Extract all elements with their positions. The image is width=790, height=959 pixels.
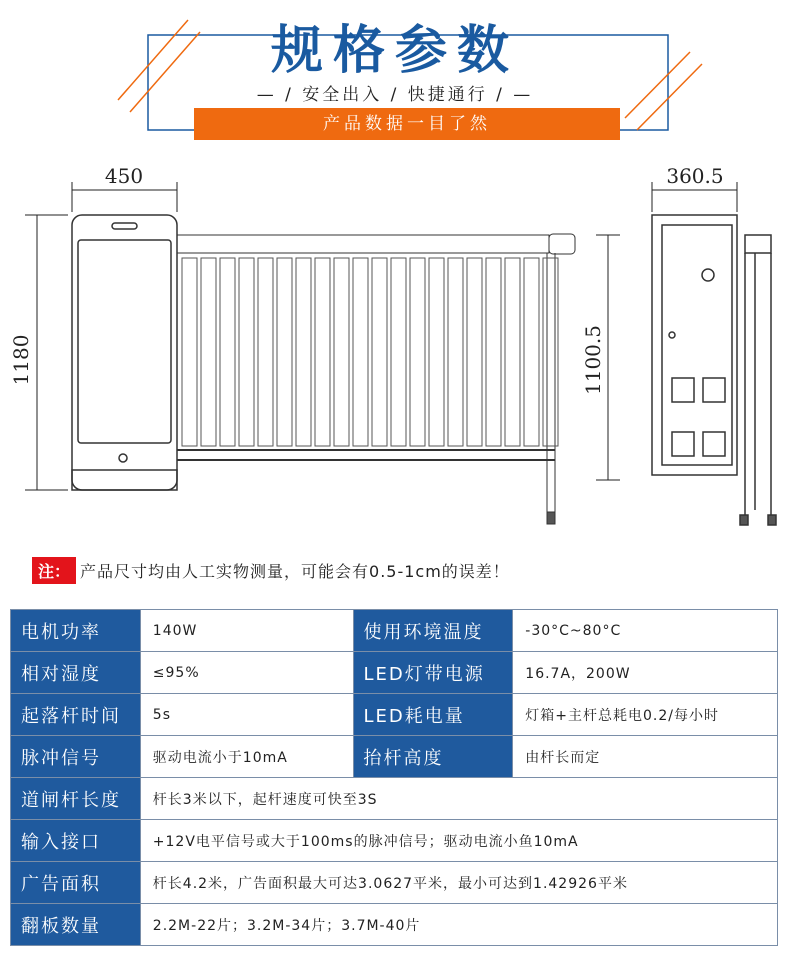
barrier-slat — [467, 258, 482, 446]
spec-value: 由杆长而定 — [513, 736, 778, 778]
spec-value: 杆长4.2米，广告面积最大可达3.0627平米，最小可达到1.42926平米 — [140, 862, 777, 904]
spec-value: 2.2M-22片；3.2M-34片；3.7M-40片 — [140, 904, 777, 946]
barrier-slat — [429, 258, 444, 446]
spec-key: 输入接口 — [11, 820, 141, 862]
cabinet-side — [652, 215, 776, 525]
table-row — [11, 904, 778, 946]
spec-key: 抬杆高度 — [353, 736, 513, 778]
dimension-lines — [25, 182, 737, 490]
barrier-panels — [177, 234, 575, 524]
dim-width-front: 450 — [104, 164, 144, 188]
header — [0, 0, 790, 150]
barrier-slat — [296, 258, 311, 446]
dim-height-left: 1180 — [9, 334, 33, 386]
table-row — [11, 652, 778, 694]
spec-key: 道闸杆长度 — [11, 778, 141, 820]
barrier-slat — [543, 258, 558, 446]
barrier-slat — [505, 258, 520, 446]
barrier-slat — [334, 258, 349, 446]
spec-key: 相对湿度 — [11, 652, 141, 694]
table-row — [11, 610, 778, 652]
spec-value: 16.7A，200W — [513, 652, 778, 694]
barrier-slats — [182, 258, 558, 446]
gate-drawing — [0, 150, 790, 550]
spec-value: 灯箱+主杆总耗电0.2/每小时 — [513, 694, 778, 736]
page-title: 规格参数 — [270, 21, 519, 81]
spec-table — [10, 609, 778, 946]
page-subtitle: — / 安全出入 / 快捷通行 / — — [256, 85, 534, 105]
barrier-slat — [353, 258, 368, 446]
table-row — [11, 820, 778, 862]
note-text: 产品尺寸均由人工实物测量，可能会有0.5-1cm的误差！ — [80, 561, 510, 581]
dim-height-right: 1100.5 — [581, 325, 605, 395]
table-row — [11, 862, 778, 904]
dim-width-side: 360.5 — [666, 164, 724, 188]
barrier-slat — [239, 258, 254, 446]
barrier-slat — [448, 258, 463, 446]
spec-key: 翻板数量 — [11, 904, 141, 946]
barrier-slat — [182, 258, 197, 446]
barrier-slat — [410, 258, 425, 446]
barrier-slat — [486, 258, 501, 446]
barrier-slat — [524, 258, 539, 446]
table-row — [11, 694, 778, 736]
spec-value: 140W — [140, 610, 353, 652]
technical-drawing — [0, 150, 790, 550]
orange-banner: 产品数据一目了然 — [194, 108, 620, 140]
barrier-slat — [277, 258, 292, 446]
spec-key: 脉冲信号 — [11, 736, 141, 778]
spec-value: ≤95% — [140, 652, 353, 694]
spec-value: 5s — [140, 694, 353, 736]
spec-value: 驱动电流小于10mA — [140, 736, 353, 778]
barrier-slat — [391, 258, 406, 446]
spec-key: LED耗电量 — [353, 694, 513, 736]
spec-key: 使用环境温度 — [353, 610, 513, 652]
barrier-slat — [201, 258, 216, 446]
table-row — [11, 736, 778, 778]
table-row — [11, 778, 778, 820]
spec-key: LED灯带电源 — [353, 652, 513, 694]
cabinet-front — [72, 215, 177, 490]
barrier-slat — [315, 258, 330, 446]
spec-key: 起落杆时间 — [11, 694, 141, 736]
barrier-slat — [258, 258, 273, 446]
spec-value: 杆长3米以下，起杆速度可快至3S — [140, 778, 777, 820]
spec-key: 电机功率 — [11, 610, 141, 652]
barrier-slat — [372, 258, 387, 446]
spec-value: +12V电平信号或大于100ms的脉冲信号；驱动电流小鱼10mA — [140, 820, 777, 862]
note-tag: 注： — [32, 557, 76, 584]
measurement-note — [32, 556, 510, 584]
spec-value: -30°C~80°C — [513, 610, 778, 652]
spec-key: 广告面积 — [11, 862, 141, 904]
barrier-slat — [220, 258, 235, 446]
